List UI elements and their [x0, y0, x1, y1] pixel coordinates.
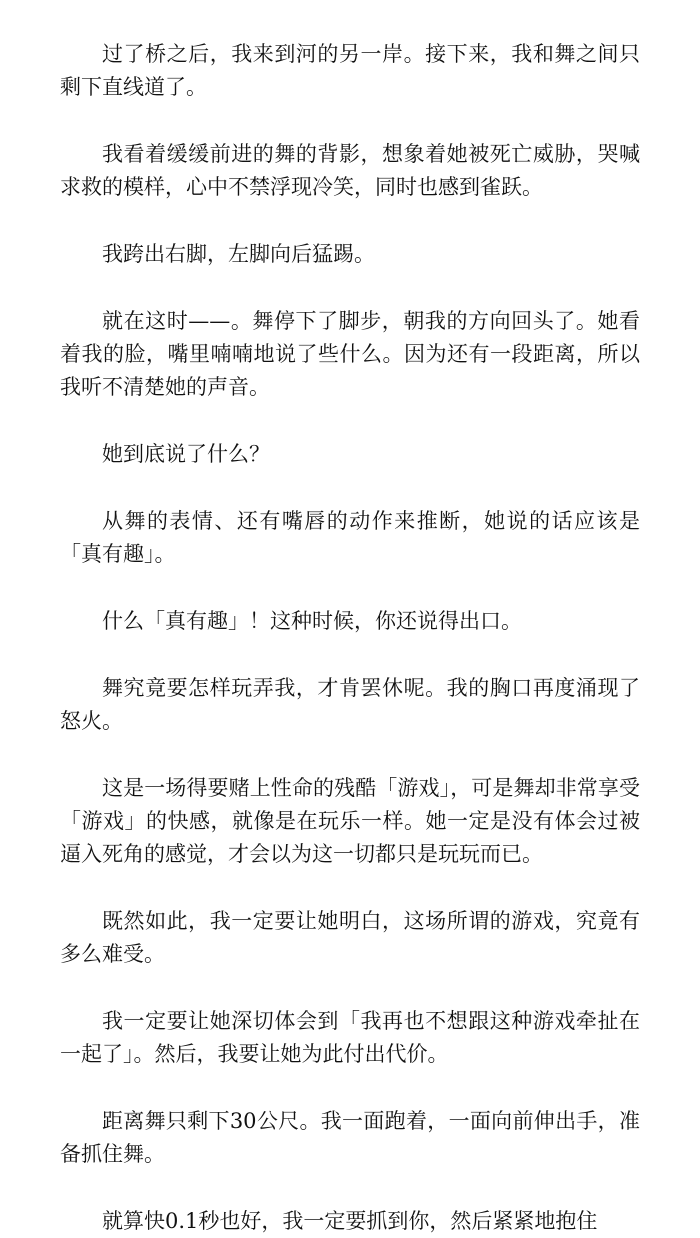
paragraph: 我跨出右脚，左脚向后猛踢。 [102, 242, 375, 266]
paragraph: 就算快0.1秒也好，我一定要抓到你，然后紧紧地抱住 [102, 1209, 598, 1233]
paragraph: 这是一场得要赌上性命的残酷「游戏」，可是舞却非常享受「游戏」的快感，就像是在玩乐一样。她一定是没有体会过被逼入死角的感觉，才会以为这一切都只是玩玩而已。 [60, 776, 640, 866]
paragraph: 就在这时——。舞停下了脚步，朝我的方向回头了。她看着我的脸，嘴里喃喃地说了些什么。因为还有一段距离，所以我听不清楚她的声音。 [60, 309, 640, 399]
paragraph: 我一定要让她深切体会到「我再也不想跟这种游戏牵扯在一起了」。然后，我要让她为此付出代价。 [60, 1009, 640, 1066]
paragraph: 我看着缓缓前进的舞的背影，想象着她被死亡威胁，哭喊求救的模样，心中不禁浮现冷笑，同时也感到雀跃。 [60, 142, 640, 199]
paragraph: 她到底说了什么？ [102, 442, 270, 466]
paragraph: 过了桥之后，我来到河的另一岸。接下来，我和舞之间只剩下直线道了。 [60, 42, 640, 99]
paragraph: 舞究竟要怎样玩弄我，才肯罢休呢。我的胸口再度涌现了怒火。 [60, 676, 640, 733]
paragraph: 既然如此，我一定要让她明白，这场所谓的游戏，究竟有多么难受。 [60, 909, 640, 966]
paragraph: 距离舞只剩下30公尺。我一面跑着，一面向前伸出手，准备抓住舞。 [60, 1109, 640, 1166]
paragraph: 从舞的表情、还有嘴唇的动作来推断，她说的话应该是「真有趣」。 [60, 509, 640, 566]
paragraph: 什么「真有趣」！这种时候，你还说得出口。 [102, 609, 522, 633]
